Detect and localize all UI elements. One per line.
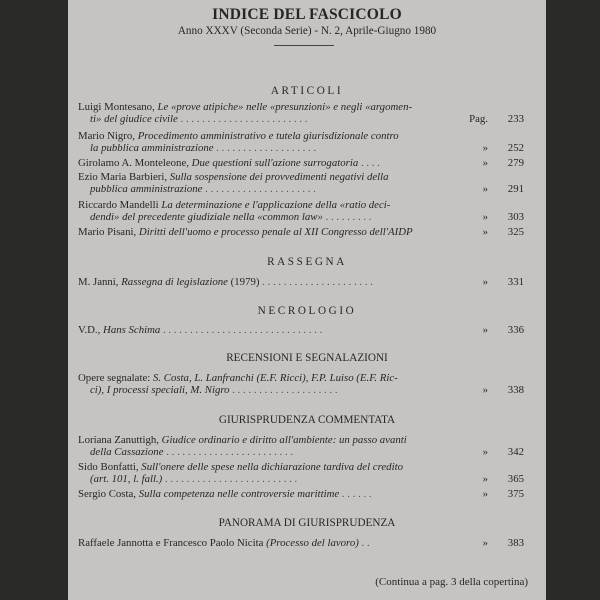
entry-jannotta[interactable]: Raffaele Jannotta e Francesco Paolo Nicita (Processo del lavoro) . . » 383 — [78, 537, 524, 549]
entry-mandelli[interactable]: Riccardo Mandelli La determinazione e l'applicazione della «ratio deci- dendi» del precedente giudiziale nella «common law» . . . . . . . . . » 303 — [78, 199, 524, 224]
page-number: 252 — [507, 142, 524, 155]
entry-opere[interactable]: Opere segnalate: S. Costa, L. Lanfranchi (E.F. Ricci), F.P. Luiso (E.F. Ric- ci), I processi speciali, M. Nigro . . . . . . . . . . . . . . . . . . . . » 338 — [78, 372, 524, 397]
section-rassegna: RASSEGNA — [267, 256, 347, 268]
page-number: 233 — [507, 113, 524, 126]
page-number: 303 — [507, 211, 524, 224]
index-page — [68, 0, 546, 600]
entry-janni[interactable]: M. Janni, Rassegna di legislazione (1979) . . . . . . . . . . . . . . . . . . . . . » 331 — [78, 276, 524, 288]
entry-barbieri[interactable]: Ezio Maria Barbieri, Sulla sospensione dei provvedimenti negativi della pubblica amministrazione . . . . . . . . . . . . . . . . . . . . . » 291 — [78, 171, 524, 196]
pag-label: Pag. — [469, 113, 488, 126]
page-number: 365 — [507, 473, 524, 486]
section-recensioni: RECENSIONI E SEGNALAZIONI — [226, 352, 388, 364]
page-number: 338 — [507, 384, 524, 397]
continuation-note: (Continua a pag. 3 della copertina) — [375, 576, 528, 588]
page-number: 336 — [507, 324, 524, 336]
entry-bonfatti[interactable]: Sido Bonfatti, Sull'onere delle spese nella dichiarazione tardiva del credito (art. 101, l. fall.) . . . . . . . . . . . . . . . . . . . . . . . . . » 365 — [78, 461, 524, 486]
entry-costa[interactable]: Sergio Costa, Sulla competenza nelle controversie marittime . . . . . . » 375 — [78, 488, 524, 500]
entry-pisani[interactable]: Mario Pisani, Diritti dell'uomo e processo penale al XII Congresso dell'AIDP » 325 — [78, 226, 524, 238]
page-number: 331 — [507, 276, 524, 288]
entry-monteleone[interactable]: Girolamo A. Monteleone, Due questioni sull'azione surrogatoria . . . . » 279 — [78, 157, 524, 169]
title-rule — [274, 45, 334, 46]
page-number: 291 — [507, 183, 524, 196]
section-giurisprudenza: GIURISPRUDENZA COMMENTATA — [218, 414, 396, 426]
section-articoli: ARTICOLI — [270, 85, 344, 97]
page-number: 279 — [507, 157, 524, 169]
page-title: INDICE DEL FASCICOLO — [212, 6, 402, 23]
entry-nigro[interactable]: Mario Nigro, Procedimento amministrativo e tutela giurisdizionale contro la pubblica amministrazione . . . . . . . . . . . . . . . . . . . » 252 — [78, 130, 524, 155]
issue-subtitle: Anno XXXV (Seconda Serie) - N. 2, Aprile-Giugno 1980 — [177, 25, 437, 37]
entry-zanuttigh[interactable]: Loriana Zanuttigh, Giudice ordinario e diritto all'ambiente: un passo avanti della Cassazione . . . . . . . . . . . . . . . . . . . . . . . . » 342 — [78, 434, 524, 459]
section-panorama: PANORAMA DI GIURISPRUDENZA — [218, 517, 396, 529]
page-number: 375 — [507, 488, 524, 500]
page-number: 383 — [507, 537, 524, 549]
entry-vd[interactable]: V.D., Hans Schima . . . . . . . . . . . . . . . . . . . . . . . . . . . . . . » 336 — [78, 324, 524, 336]
page-number: 342 — [507, 446, 524, 459]
section-necrologio: NECROLOGIO — [257, 305, 357, 317]
page-number: 325 — [507, 226, 524, 238]
entry-montesano[interactable]: Luigi Montesano, Le «prove atipiche» nelle «presunzioni» e negli «argomen- ti» del giudice civile . . . . . . . . . . . . . . . . . . . . . . . . Pag. 233 — [78, 101, 524, 126]
